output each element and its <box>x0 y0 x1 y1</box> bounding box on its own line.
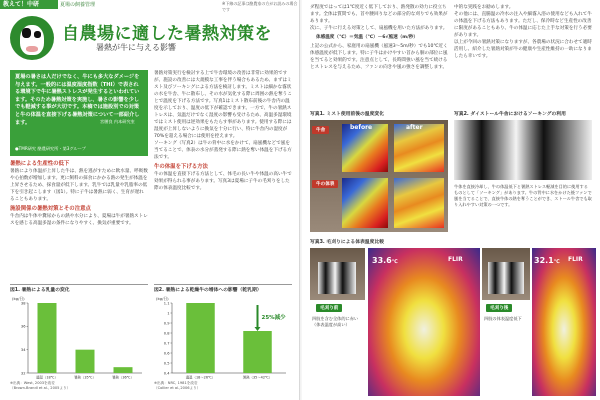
summary-author: 宮腰良 内本研究室 <box>100 119 135 124</box>
right-column-2 <box>454 4 592 99</box>
left-column-2 <box>154 70 292 220</box>
heading-body-temp: 牛の体温を下げる方法 <box>154 164 208 170</box>
paragraph: ダ程度ではっては1℃度近く低下しており、熱発散の効力に役立ちます。全体は質問でも、首や腰回りなどの部分的な刈りでも効果があります。 <box>310 5 448 24</box>
photo-2-soaking <box>454 120 592 180</box>
body-label: 牛の体表 <box>312 180 338 188</box>
header-note: ※下線の記事は酪農家の方がお読みの場合です <box>222 1 298 12</box>
x-category-label: 暑熱（35〜42℃） <box>242 375 273 380</box>
y-tick-label: 1.1 <box>163 301 170 306</box>
thermal-after-barn <box>394 124 444 172</box>
y-tick-label: 36 <box>20 324 26 329</box>
temperature-formula: 体感温度（℃）＝気温（℃）－6√風速（m/秒） <box>316 35 418 40</box>
chart-2 <box>154 284 292 396</box>
article-title: 自農場に適した暑熱対策を <box>62 24 272 44</box>
chart-2-svg <box>154 293 292 387</box>
flir-logo: FLIR <box>568 256 583 263</box>
x-category-label: 暑熱（36℃） <box>112 375 134 380</box>
paragraph: 以上が今回の暑熱対策になりますが、各農場の状況に合わせて適時活用し、紹介した暑熱対策が牛の健康や生産性維持の一助になりましたら幸いです。 <box>454 40 592 59</box>
barn-label: 牛舎 <box>312 126 329 134</box>
before-label: before <box>350 124 373 131</box>
paragraph: 牛の体温を直接下げる方法として、体毛の長い牛や体温の高い牛で効果が得られる事があります。写真3は夏場に子牛の毛刈りをした際の体表温度比較です。 <box>154 172 292 191</box>
bar-1 <box>243 331 272 373</box>
category-label: 夏場の飼養管理 <box>60 2 96 8</box>
chart-1-title: 図1. 暑熱による乳量の変化 <box>10 288 70 293</box>
cow-logo-icon <box>10 16 54 60</box>
paragraph: 上記の公式から、家庭用の扇風機（風速3〜5m/秒）でも10℃近く体感温度が低下します。特に子牛はかけやすい首から胴の部位に風を当てると効果的です。注意点として、長時間強い風を当て続けるとストレスを与えるため、ファンの向きや風の強さを調整します。 <box>310 44 448 70</box>
chart-1-note-text: ※出典：West, 2003を改変 <box>10 381 55 385</box>
thermal-before-barn <box>342 124 388 172</box>
thermal-calf-after <box>532 248 596 396</box>
paragraph: その他には、直腸温の冷水の注入や細霧入浴の使用なども入れて牛の体温を下げる方法もあります。ただし、保冷時など生産性の改善に限度があることもあり、牛の体温に応じた上手な対策を行う必要があります。 <box>454 12 592 38</box>
right-page <box>302 0 600 400</box>
y-axis-label: (kg/日) <box>12 296 25 301</box>
paragraph: 牛舎内は牛体や糞尿からの熱や水分により、夏場は牛が暑熱ストレスを感じる高温多湿の条件になりやすく、換気が重要です。 <box>10 214 148 226</box>
y-axis-label: (kg/日) <box>156 296 169 301</box>
x-category-label: 暑熱（35℃） <box>74 375 96 380</box>
thermal-calf-before <box>368 248 480 396</box>
paragraph: 中的な実践をお勧めします。 <box>454 5 514 10</box>
annotation-decrease: 25%減少 <box>261 315 286 321</box>
after-label: after <box>406 124 423 131</box>
bar-0 <box>186 303 215 373</box>
x-category-label: 適温（18〜26℃） <box>185 375 216 380</box>
y-tick-label: 32 <box>20 371 26 376</box>
post-shave-label: 毛刈り後 <box>486 304 512 312</box>
y-tick-label: 0.9 <box>163 321 170 326</box>
paragraph: 暑熱対策実行を検討する上で牛舎環境の改善は非常に効果的ですが、施設の改善には大規模な工事を伴う場合もあるため、まずはミスト及びソーキングによる方法を検討します。ミストは細かな霧状の水を牛舎、牛に散布し、その水が気化する際に周囲の熱を奪うことで温度を下げる方法です。写真1はミスト散布前後の牛舎内の温度を示しており、温度の低下が確認できます。一方で、牛の暑熱ストレスは、気温だけでなく湿度の影響も受けるため、高温多湿環境ではミスト使用は逆効果をもたらす事があります。使用する際には湿度が上昇しないように換気を十分に行い、特に牛舎内の湿度が70%を超える場合には使用を控えます。 <box>154 71 292 139</box>
photo-1-caption: 写真1. ミスト使用前後の温度変化 <box>310 112 384 117</box>
x-category-label: 適温（18℃） <box>36 375 58 380</box>
y-tick-label: 38 <box>20 301 26 306</box>
after-temp-value: 32.1℃ <box>534 256 560 265</box>
chart-1-note <box>10 381 70 391</box>
paragraph: ソーキング（写真2）は牛の背中に水をかけて、扇風機などで風を当てることで、体表の水分が蒸発する際に熱を奪い体温を下げる方法です。 <box>154 141 292 160</box>
decrease-arrow-head <box>255 327 261 331</box>
heading-facility: 施設関係の暑熱対策とその注意点 <box>10 206 91 212</box>
summary-box <box>10 70 148 156</box>
thermal-before-body <box>342 178 388 228</box>
y-tick-label: 0.4 <box>163 371 170 376</box>
right-column-1 <box>310 4 448 124</box>
paragraph: 暑熱により体温が上昇した牛は、熱を逃がすために飲水量、呼吸数や心拍数が増加します。更に飼料の採食にかかる熱の発生が体温を上昇させるため、採食量が低下します。乳牛では乳量や乳脂率の低下を引き起こします（図1）。特に子牛は暑熱に弱く、生育が遅れることもあります。 <box>10 169 148 202</box>
summary-text: 夏場の暑さは人だけでなく、牛にも多大なダメージを与えます。一般的には温度湿度指数（THI）で表される環境下で牛に暑熱ストレスが発生するといわれています。そのため暑熱対策を実施し、暑さの影響を少しでも軽減する事が大切です。本稿では施設別での対策と牛の体温を直接下げる暑熱対策について一部紹介します。 <box>15 74 140 126</box>
chart-1-source: （Brown-Brandl et al., 2005より） <box>10 386 71 390</box>
heading-productivity: 暑熱による生産性の低下 <box>10 161 70 167</box>
chart-2-note-text: ※出典：NRC, 1981を改変 <box>154 381 198 385</box>
y-tick-label: 1 <box>167 311 170 316</box>
paragraph: 次に、子牛に行える対策として、扇風機を用いた方法があります。 <box>310 26 448 31</box>
photo-1-mist <box>310 120 448 232</box>
article-subtitle: 暑熱が牛に与える影響 <box>96 43 176 52</box>
bar-1 <box>76 350 95 373</box>
y-tick-label: 0.6 <box>163 351 170 356</box>
summary-org: ●TMR研究 酪農研究所・第3グループ <box>15 146 86 152</box>
section-tab: 教えて！中研 <box>0 0 58 9</box>
photo-2-note: 牛体を直接冷却し、牛の体温低下と暑熱ストレス軽減を目的に使用するものとして「ソーキング」があります。牛の背中に水をかけた後ファンで風を当てることで、直接牛体の熱を奪うことができ、ストール牛舎でも取り入れやすい対策の一つです。 <box>454 184 592 207</box>
calf-photo-after <box>482 248 530 300</box>
pre-shave-label: 毛刈り前 <box>316 304 342 312</box>
chart-2-title: 図2. 暑熱による乾燥牛の増体への影響（乾乳期） <box>154 288 262 293</box>
pre-shave-note: 四肢を含む全体的に赤い（体表温度が高い） <box>312 316 359 327</box>
photo-2-caption: 写真2. ダイストール牛舎におけるソーキングの利用 <box>454 112 566 117</box>
y-tick-label: 0.7 <box>163 341 170 346</box>
y-tick-label: 34 <box>20 347 26 352</box>
post-shave-note: 四肢の体表温度低下 <box>484 316 522 321</box>
bar-0 <box>38 303 57 373</box>
bar-2 <box>114 367 133 373</box>
chart-1-svg <box>10 293 148 387</box>
flir-logo: FLIR <box>448 256 463 263</box>
photo-3-caption: 写真3. 毛刈りによる体表温度比較 <box>310 240 384 245</box>
left-column-1 <box>10 160 148 278</box>
calf-photo-before <box>310 248 365 300</box>
thermal-after-body <box>394 178 444 228</box>
chart-2-note <box>154 381 200 391</box>
chart-2-source: （Collier et al.,2006より） <box>154 386 201 390</box>
chart-1 <box>10 284 148 396</box>
before-temp-value: 33.6℃ <box>372 256 398 265</box>
y-tick-label: 0.8 <box>163 331 170 336</box>
y-tick-label: 0.5 <box>163 361 170 366</box>
